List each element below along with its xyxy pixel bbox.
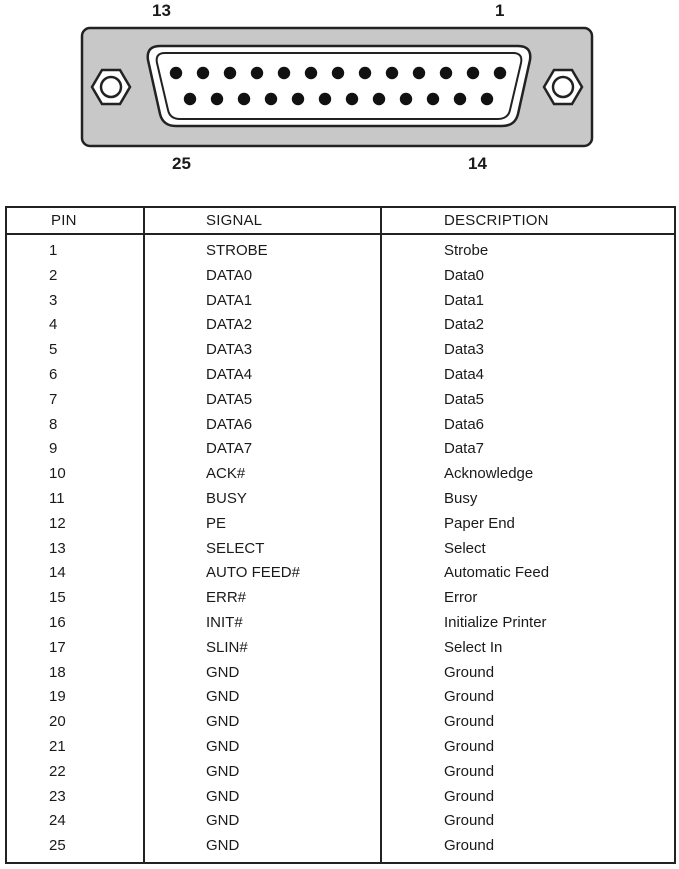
cell-description: Select [444,539,486,557]
cell-pin: 11 [49,489,65,507]
cell-signal: GND [206,663,240,681]
cell-signal: SELECT [206,539,265,557]
cell-pin: 19 [49,688,66,706]
top-row-pin [305,67,317,79]
cell-signal: DATA0 [206,266,253,284]
cell-description: Initialize Printer [444,613,547,631]
cell-description: Ground [444,713,495,731]
cell-signal: GND [206,762,240,780]
cell-signal: GND [206,713,240,731]
cell-signal: DATA3 [206,341,253,359]
pin-label-bottom-left: 25 [172,154,191,173]
cell-description: Ground [444,812,495,830]
table-row [7,738,674,763]
bottom-row-pin [373,93,385,105]
cell-pin: 24 [49,812,66,830]
cell-description: Data2 [444,316,485,334]
cell-pin: 16 [49,613,66,631]
cell-description: Select In [444,638,503,656]
cell-signal: AUTO FEED# [206,564,300,582]
top-row-pin [440,67,452,79]
bottom-row-pin [238,93,250,105]
pin-assignment-table [5,206,676,864]
cell-description: Data5 [444,390,485,408]
table-row [7,540,674,565]
table-row [7,763,674,788]
cell-pin: 15 [49,589,66,607]
cell-signal: DATA2 [206,316,253,334]
table-body [7,242,674,862]
cell-description: Acknowledge [444,465,534,483]
table-row [7,614,674,639]
bottom-row-pin [427,93,439,105]
table-row [7,316,674,341]
bottom-row-pin [292,93,304,105]
table-row [7,788,674,813]
cell-description: Ground [444,837,495,855]
column-header-signal: SIGNAL [206,212,263,229]
cell-description: Strobe [444,242,489,259]
table-row [7,490,674,515]
cell-pin: 17 [49,638,66,656]
cell-signal: DATA7 [206,440,253,458]
pin-label-top-left: 13 [152,1,171,20]
pin-label-bottom-right: 14 [468,154,487,173]
top-row-pin [494,67,506,79]
cell-pin: 14 [49,564,66,582]
top-row-pin [332,67,344,79]
cell-pin: 21 [49,737,66,755]
cell-pin: 8 [49,415,58,433]
cell-description: Automatic Feed [444,564,550,582]
cell-pin: 20 [49,713,66,731]
bottom-row-pin [211,93,223,105]
top-row-pin [170,67,182,79]
cell-pin: 9 [49,440,58,458]
cell-signal: PE [206,514,227,532]
cell-signal: ERR# [206,589,247,607]
cell-description: Data6 [444,415,485,433]
table-row [7,837,674,862]
cell-description: Paper End [444,514,515,532]
table-row [7,465,674,490]
cell-signal: DATA6 [206,415,253,433]
cell-signal: BUSY [206,489,247,507]
socket-face-inner [157,53,522,119]
header-divider [7,233,674,235]
cell-signal: GND [206,737,240,755]
cell-description: Data1 [444,291,485,309]
cell-pin: 7 [49,390,58,408]
cell-pin: 5 [49,341,58,359]
cell-pin: 2 [49,266,58,284]
table-row [7,267,674,292]
bottom-row-pin [454,93,466,105]
table-row [7,440,674,465]
cell-signal: ACK# [206,465,246,483]
top-row-pin [386,67,398,79]
cell-pin: 4 [49,316,58,334]
db25-connector-diagram [0,0,679,190]
table-row [7,341,674,366]
bottom-row-pin [481,93,493,105]
cell-signal: GND [206,787,240,805]
top-row-pin [251,67,263,79]
top-row-pin [467,67,479,79]
cell-signal: DATA1 [206,291,253,309]
top-row-pin [278,67,290,79]
cell-signal: INIT# [206,613,243,631]
cell-description: Error [444,589,478,607]
cell-pin: 3 [49,291,58,309]
cell-description: Ground [444,762,495,780]
table-row [7,688,674,713]
table-row [7,564,674,589]
table-row [7,292,674,317]
column-header-pin: PIN [51,212,77,229]
cell-signal: DATA5 [206,390,253,408]
cell-pin: 18 [49,663,66,681]
column-header-description: DESCRIPTION [444,212,549,229]
bottom-row-pin [346,93,358,105]
cell-pin: 13 [49,539,66,557]
top-row-pin [359,67,371,79]
pin-label-top-right: 1 [495,1,505,20]
cell-pin: 25 [49,837,66,855]
top-row-pin [413,67,425,79]
cell-description: Ground [444,737,495,755]
table-row [7,713,674,738]
table-row [7,639,674,664]
table-row [7,589,674,614]
cell-pin: 1 [49,242,58,259]
table-row [7,416,674,441]
table-row [7,366,674,391]
bottom-row-pin [265,93,277,105]
cell-description: Ground [444,663,495,681]
cell-pin: 6 [49,365,58,383]
table-row [7,664,674,689]
cell-description: Data3 [444,341,485,359]
cell-signal: STROBE [206,242,268,259]
cell-description: Busy [444,489,478,507]
bottom-row-pin [184,93,196,105]
cell-description: Ground [444,787,495,805]
table-row [7,812,674,837]
table-row [7,391,674,416]
cell-description: Ground [444,688,495,706]
table-row [7,515,674,540]
cell-pin: 12 [49,514,66,532]
cell-pin: 10 [49,465,66,483]
cell-signal: SLIN# [206,638,248,656]
top-row-pin [197,67,209,79]
top-row-pin [224,67,236,79]
cell-signal: GND [206,812,240,830]
table-row [7,242,674,267]
cell-description: Data7 [444,440,485,458]
left-screw-icon [92,70,130,104]
cell-pin: 23 [49,787,66,805]
bottom-row-pin [400,93,412,105]
right-screw-icon [544,70,582,104]
bottom-row-pin [319,93,331,105]
cell-description: Data4 [444,365,485,383]
cell-signal: GND [206,837,240,855]
cell-signal: DATA4 [206,365,253,383]
cell-pin: 22 [49,762,66,780]
cell-signal: GND [206,688,240,706]
cell-description: Data0 [444,266,485,284]
